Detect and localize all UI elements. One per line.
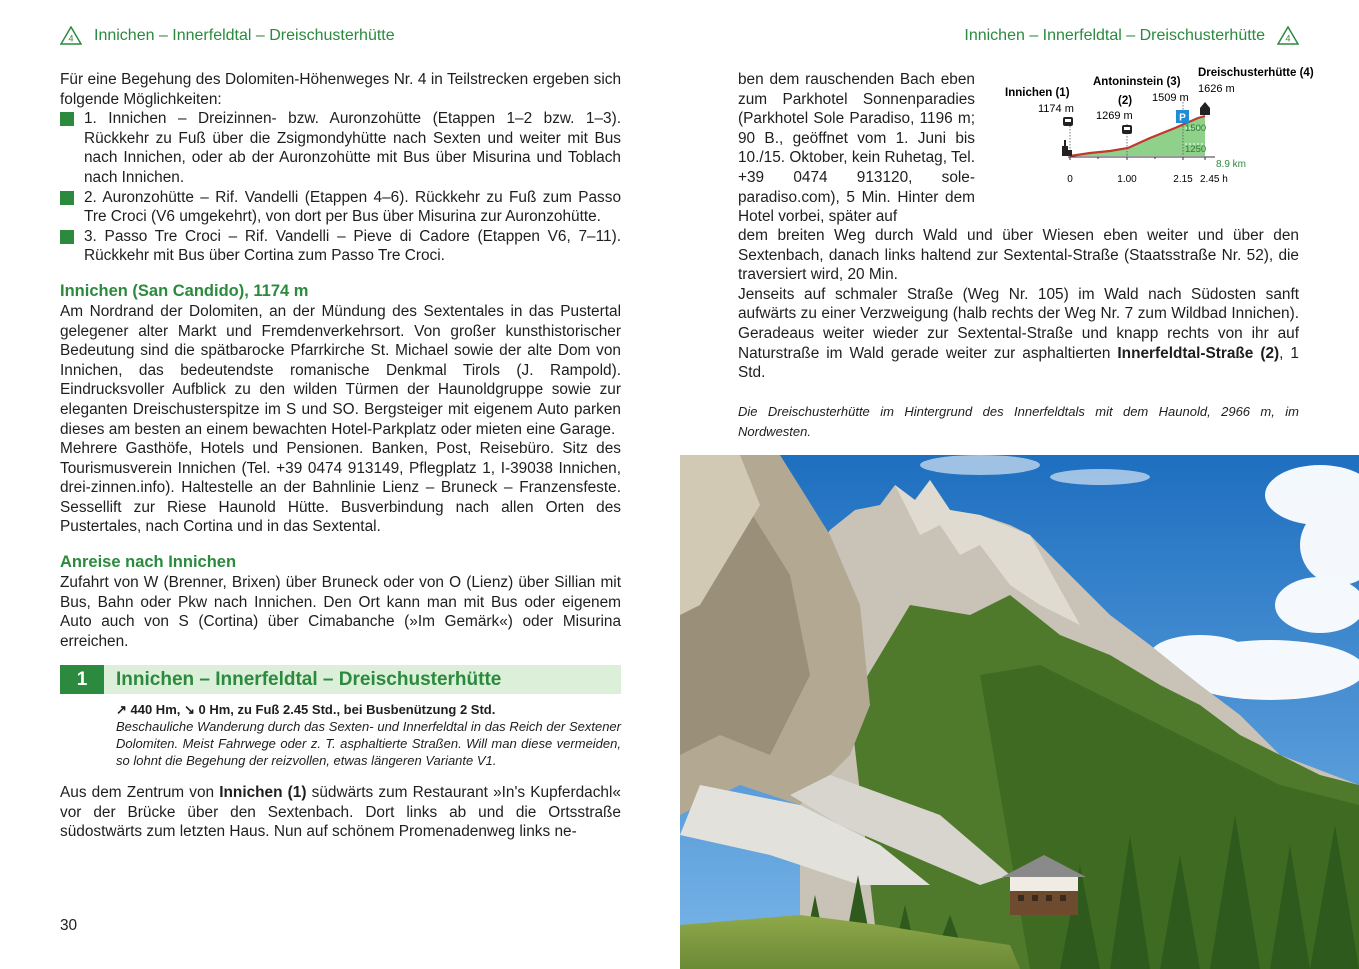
- bus-icon: [1063, 117, 1073, 126]
- options-list: [60, 109, 621, 266]
- header-title: Innichen – Innerfeldtal – Dreischusterhütte: [964, 26, 1265, 44]
- place-name: Innichen (1): [219, 784, 307, 802]
- grid-label-1250: 1250: [1185, 144, 1207, 155]
- photo-caption: Die Dreischusterhütte im Hintergrund des Innerfeldtals mit dem Haunold, 2966 m, im Nordwesten.: [738, 404, 1299, 439]
- point1-alt: 1174 m: [1038, 103, 1074, 115]
- svg-text:4: 4: [1285, 33, 1291, 44]
- point4-name: Dreischusterhütte (4): [1198, 67, 1314, 79]
- point1-name: Innichen (1): [1005, 87, 1070, 99]
- landscape-photo: [680, 455, 1359, 969]
- tour-description: Beschauliche Wanderung durch das Sexten- und Innerfeldtal in das Reich der Sextener Dolomiten. Meist Fahrwege oder z. T. asphaltierte Straßen. Will man diese vermeiden, so lohnt die Begehung der reizvollen, etwas längeren Variante V1.: [116, 719, 621, 768]
- header-title: Innichen – Innerfeldtal – Dreischusterhütte: [94, 26, 395, 44]
- point2-name: (2): [1118, 95, 1133, 107]
- tour-number: 1: [60, 665, 104, 694]
- bullet-square-icon: [60, 230, 74, 244]
- tour-title-bar: [60, 665, 621, 694]
- church-icon: [1062, 140, 1072, 156]
- tour-info-box: [116, 702, 621, 769]
- point4-alt: 1626 m: [1198, 83, 1235, 95]
- place-name: Innerfeldtal-Straße (2): [1117, 344, 1280, 362]
- list-item: 2. Auronzohütte – Rif. Vandelli (Etappen 4–6). Rückkehr zu Fuß zum Passo Tre Croci (V6 umgekehrt), von dort per Bus über Misurina zur Auronzohütte.: [60, 188, 621, 227]
- time-tick-label: 2.45 h: [1200, 174, 1228, 185]
- page-number: 30: [60, 917, 78, 934]
- right-page-body: [738, 226, 1299, 383]
- time-tick-label: 1.00: [1117, 174, 1137, 185]
- point3-alt: 1509 m: [1152, 92, 1189, 104]
- bullet-square-icon: [60, 191, 74, 205]
- parking-label: P: [1179, 112, 1186, 124]
- grid-label-1500: 1500: [1185, 123, 1207, 134]
- running-header-left: [60, 26, 395, 45]
- time-tick-label: 0: [1067, 174, 1073, 185]
- innichen-services-paragraph: Mehrere Gasthöfe, Hotels und Pensionen. Banken, Post, Reisebüro. Sitz des Tourismusverein Innichen (Tel. +39 0474 913149, Pflegplatz 1, I-39038 Innichen, drei-zinnen.info). Haltestelle an der Bahnlinie Lienz – Bruneck – Franzensfeste. Sessellift zur Riese Haunold Hütte. Busverbindung nach allen Orten des Pustertales, nach Cortina und in das Sextental.: [60, 440, 621, 536]
- elevation-profile: [1000, 62, 1330, 187]
- anreise-heading: Anreise nach Innichen: [60, 553, 237, 572]
- innichen-heading: Innichen (San Candido), 1174 m: [60, 281, 309, 300]
- route-paragraph: dem breiten Weg durch Wald und über Wiesen eben weiter und über den Sextenbach, danach links haltend zur Sextental-Straße (Staatsstraße Nr. 52), die traversiert wird, 20 Min.: [738, 227, 1299, 284]
- point2-alt: 1269 m: [1096, 110, 1133, 122]
- tour-title: Innichen – Innerfeldtal – Dreischusterhütte: [104, 665, 621, 694]
- list-item: 3. Passo Tre Croci – Rif. Vandelli – Pieve di Cadore (Etappen V6, 7–11). Rückkehr mit Bus über Cortina zum Passo Tre Croci.: [60, 227, 621, 266]
- route-continuation-top: ben dem rauschenden Bach eben zum Parkhotel Sonnenparadies (Parkhotel Sole Paradiso, 1196 m; 90 B., geöffnet vom 1. Juni bis 10./15. Oktober, kein Ruhetag, Tel. +39 0474 913120, sole-paradiso.com), 5 Min. Hinter dem Hotel vorbei, später auf: [738, 71, 975, 226]
- point3-name: Antoninstein (3): [1093, 76, 1181, 88]
- route-number-triangle-icon: [60, 26, 82, 45]
- intro-paragraph: Für eine Begehung des Dolomiten-Höhenweges Nr. 4 in Teilstrecken ergeben sich folgende Möglichkeiten:: [60, 71, 621, 108]
- left-page-body: [60, 70, 621, 842]
- bus-icon: [1122, 125, 1132, 134]
- route-number-triangle-icon: [1277, 26, 1299, 45]
- distance-label: 8.9 km: [1216, 159, 1247, 170]
- innichen-paragraph: Am Nordrand der Dolomiten, an der Mündung des Sextentales in das Pustertal gelegener alter Markt und Fremdenverkehrsort. Von großer kunsthistorischer Bedeutung sind die spätbarocke Pfarrkirche St. Michael sowie der alte Dom von Innichen, das bedeutendste romanische Denkmal Tirols (J. Rampold). Eindrucksvoller Aufblick zu den wilden Türmen der Haunoldgruppe sowie zur eleganten Dreischusterspitze im S und SO. Bergsteiger mit eigenem Auto parken dieses am besten an einem bewachten Hotel-Parkplatz oder mieten eine Garage.: [60, 302, 621, 438]
- anreise-paragraph: Zufahrt von W (Brenner, Brixen) über Bruneck oder von O (Lienz) über Sillian mit Bus, Bahn oder Pkw nach Innichen. Den Ort kann man mit Bus oder eigenem Auto auch von S (Cortina) über Cimabanche (»Im Gemärk«) oder Misurina erreichen.: [60, 574, 621, 650]
- bullet-square-icon: [60, 112, 74, 126]
- hut-icon: [1200, 102, 1210, 115]
- route-paragraph: Aus dem Zentrum von Innichen (1) südwärts zum Restaurant »In's Kupferdachl« vor der Brücke über den Sextenbach. Dort links ab und die Ortsstraße südostwärts zum letzten Haus. Nun auf schönem Promenadenweg links ne-: [60, 784, 621, 841]
- running-header-right: [964, 26, 1299, 45]
- tour-stats: ↗ 440 Hm, ↘ 0 Hm, zu Fuß 2.45 Std., bei Busbenützung 2 Std.: [116, 702, 496, 718]
- time-tick-label: 2.15: [1173, 174, 1193, 185]
- route-paragraph: Jenseits auf schmaler Straße (Weg Nr. 105) im Wald nach Südosten sanft aufwärts zu einer Verzweigung (halb rechts der Weg Nr. 7 zum Wildbad Innichen). Geradeaus weiter wieder zur Sextental-Straße und knapp rechts von ihr auf Naturstraße im Wald gerade weiter zur asphaltierten Innerfeldtal-Straße (2), 1 Std.: [738, 285, 1299, 382]
- list-item: 1. Innichen – Dreizinnen- bzw. Auronzohütte (Etappen 1–2 bzw. 1–3). Rückkehr zu Fuß über die Zsigmondyhütte nach Sexten und weiter mit Bus nach Innichen, oder ab der Auronzohütte mit Bus über Misurina und Toblach nach Innichen.: [60, 109, 621, 187]
- svg-text:4: 4: [68, 33, 74, 44]
